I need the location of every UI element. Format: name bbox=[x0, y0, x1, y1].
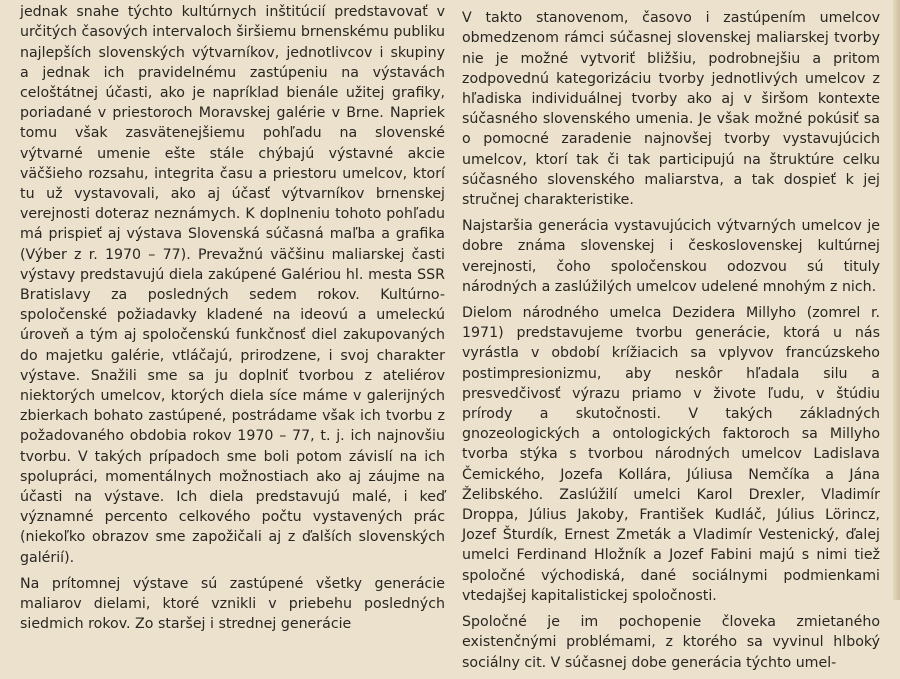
page-fold-shadow bbox=[893, 0, 900, 600]
right-paragraph-2: V takto stanovenom, časovo i zastúpením umelcov obmedzenom rámci súčasnej slovenskej maliarskej tvorby nie je možné vytvoriť bližšiu, podrobnejšiu a pritom zodpovednú kategorizáciu tvorby jednotlivých umelcov z hľadiska individuálnej tvorby ako aj v širšom kontexte súčasného slovenského umenia. Je však možné pokúsiť sa o pomocné zaradenie najnovšej tvorby vystavujúcich umelcov, ktorí tak či tak participujú na štruktúre celku súčasného slovenského maliarstva, a tak dospieť k jej stručnej charakteristike. bbox=[462, 10, 880, 209]
right-paragraph-1 bbox=[462, 0, 880, 2]
left-paragraph-2: Na prítomnej výstave sú zastúpené všetky generácie maliarov dielami, ktoré vznikli v priebehu posledných siedmich rokov. Zo staršej i strednej generácie bbox=[20, 575, 445, 633]
left-paragraph-1: jednak snahe týchto kultúrnych inštitúcií predstavovať v určitých časových intervaloch širšiemu brnenskému publiku najlepších slovenských výtvarníkov, jednotlivcov i skupiny a jednak ich pravidelnému zastúpeniu na výstavách celoštátnej účasti, ako je napríklad bienále užitej grafiky, poriadané v priestoroch Moravskej galérie v Brne. Napriek tomu však zasvätenejšiemu pohľadu na slovenské výtvarné umenie ešte stále chýbajú výstavné akcie väčšieho rozsahu, integrita času a priestoru umelcov, ktorí tu už vystavovali, ako aj účasť výtvarníkov brnenskej verejnosti doteraz neznámych. K doplneniu tohoto pohľadu má prispieť aj výstava Slovenská súčasná maľba a grafika (Výber z r. 1970 – 77). Prevažnú väčšinu maliarskej časti výstavy predstavujú diela zakúpené Galériou hl. mesta SSR Bratislavy za posledných sedem rokov. Kultúrno-spoločenské požiadavky kladené na ideovú a umeleckú úroveň a tým aj spoločenskú funkčnosť diel zakupovaných do majetku galérie, vtláčajú, prirodzene, i svoj charakter výstave. Snažili sme sa ju doplniť tvorbou z ateliérov niektorých umelcov, ktorých diela síce máme v galerijných zbierkach bohato zastúpené, postrádame však ich tvorbu z požadovaného obdobia rokov 1970 – 77, t. j. ich najnovšiu tvorbu. V takých prípadoch sme boli potom závislí na ich spolupráci, momentálnych možnostiach ako aj záujme na účasti na výstave. Ich diela predstavujú malé, i keď významné percento celkového počtu vystavených prác (niekoľko obrazov sme zapožičali aj z ďalších slovenských galérií). bbox=[20, 4, 445, 566]
right-paragraph-4: Dielom národného umelca Dezidera Millyho (zomrel r. 1971) predstavujeme tvorbu generácie, ktorá u nás vyrástla v období krížiacich sa vplyvov francúzskeho postimpresionizmu, aby neskôr hľadala silu a presvedčivosť výrazu priamo v živote ľudu, v štúdiu prírody a skutočnosti. V takých základných gnozeologických a ontologických faktoroch sa Millyho tvorba stýka s tvorbou národných umelcov Ladislava Čemického, Jozefa Kollára, Júliusa Nemčíka a Jána Želibského. Zaslúžilí umelci Karol Drexler, Vladimír Droppa, Július Jakoby, František Kudláč, Július Lörincz, Jozef Šturdík, Ernest Zmeták a Vladimír Vestenický, ďalej umelci Ferdinand Hložník a Jozef Fabini majú s nimi tiež spoločné východiská, dané sociálnymi podmienkami vtedajšej kapitalistickej spoločnosti. bbox=[462, 305, 880, 604]
right-column bbox=[462, 0, 880, 679]
left-column bbox=[20, 0, 445, 641]
right-paragraph-5: Spoločné je im pochopenie človeka zmietaného existenčnými problémami, z ktorého sa vyvinul hlboký sociálny cit. V súčasnej dobe generácia týchto umel- bbox=[462, 614, 880, 671]
right-paragraph-3: Najstaršia generácia vystavujúcich výtvarných umelcov je dobre známa slovenskej i československej kultúrnej verejnosti, čoho spoločenskou odozvou sú tituly národných a zaslúžilých umelcov udelené mnohým z nich. bbox=[462, 218, 880, 295]
